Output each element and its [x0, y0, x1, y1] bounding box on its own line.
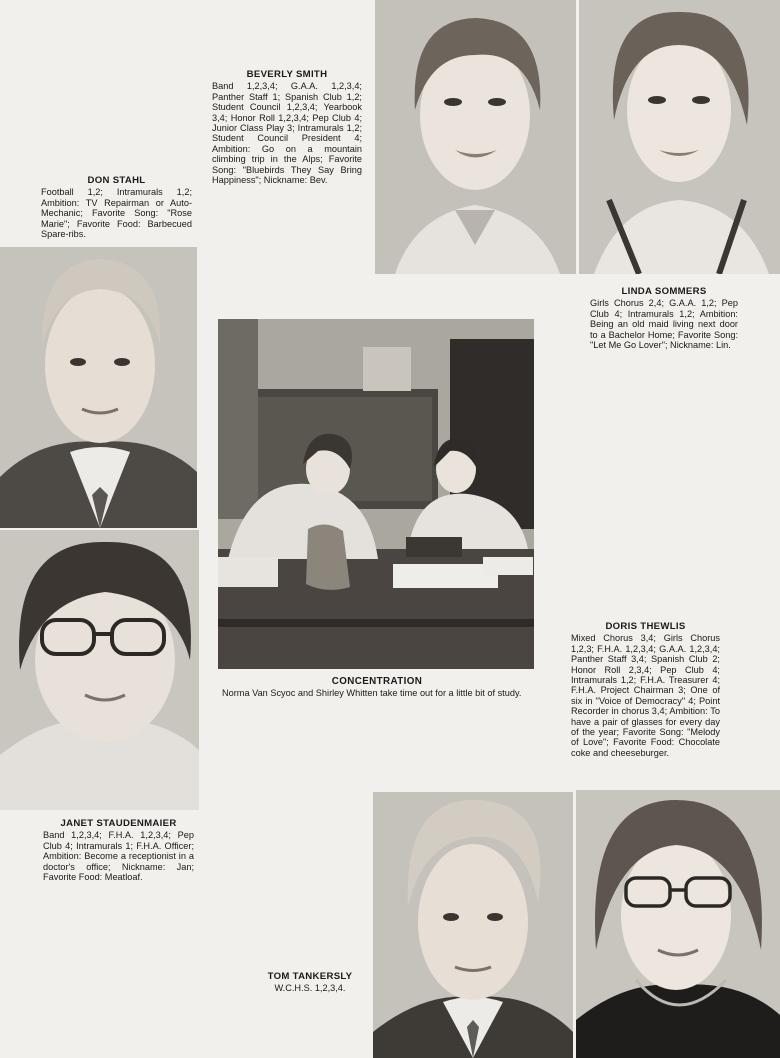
- beverly-smith-details: Band 1,2,3,4; G.A.A. 1,2,3,4; Panther Staff 1; Spanish Club 1,2; Student Council 1,2,3,4; Yearbook 3,4; Honor Roll 1,2,3,4; Pep Club 4; Junior Class Play 3; Intramurals 1,2; Student Council President 4; Ambition: Go on a mountain climbing trip in the Alps; Favorite Song: "Bluebirds They Say Bring Happiness"; Nickname: Bev.: [212, 81, 362, 186]
- beverly-smith-photo: [375, 0, 576, 274]
- linda-sommers-bio: [590, 287, 738, 350]
- janet-staudenmaier-photo: [0, 530, 199, 810]
- caption-title: CONCENTRATION: [331, 676, 423, 687]
- concentration-caption: [222, 677, 532, 698]
- doris-thewlis-name: DORIS THEWLIS: [605, 621, 686, 632]
- doris-thewlis-photo: [576, 790, 780, 1058]
- doris-thewlis-bio: [571, 622, 720, 758]
- don-stahl-bio: [41, 176, 192, 239]
- beverly-smith-bio: [212, 70, 362, 185]
- concentration-photo: [218, 319, 534, 669]
- tom-tankersly-bio: [255, 972, 365, 994]
- don-stahl-details: Football 1,2; Intramurals 1,2; Ambition: TV Repairman or Auto-Mechanic; Favorite Song: "Rose Marie"; Favorite Food: Barbecued Spare-ribs.: [41, 187, 192, 240]
- don-stahl-photo: [0, 247, 197, 528]
- linda-sommers-name: LINDA SOMMERS: [621, 286, 707, 297]
- tom-tankersly-photo: [373, 792, 573, 1058]
- beverly-smith-name: BEVERLY SMITH: [246, 69, 328, 80]
- caption-text: Norma Van Scyoc and Shirley Whitten take time out for a little bit of study.: [222, 687, 522, 698]
- linda-sommers-photo: [579, 0, 780, 274]
- tom-tankersly-name: TOM TANKERSLY: [267, 971, 353, 982]
- tom-tankersly-details: W.C.H.S. 1,2,3,4.: [274, 983, 346, 994]
- doris-thewlis-details: Mixed Chorus 3,4; Girls Chorus 1,2,3; F.H.A. 1,2,3,4; G.A.A. 1,2,3,4; Panther Staff 3,4; Spanish Club 2; Honor Roll 2,3,4; Pep Club 4; Intramurals 1,2; F.H.A. Treasurer 4; F.H.A. Project Chairman 3; One of six in "Voice of Democracy" 4; Point Recorder in chorus 3,4; Ambition: To have a pair of glasses for every day of the year; Favorite Song: "Melody of Love"; Favorite Food: Chocolate coke and cheeseburger.: [571, 633, 720, 758]
- janet-staudenmaier-name: JANET STAUDENMAIER: [60, 818, 177, 829]
- janet-staudenmaier-details: Band 1,2,3,4; F.H.A. 1,2,3,4; Pep Club 4; Intramurals 1; F.H.A. Officer; Ambition: Become a receptionist in a doctor's office; Nickname: Jan; Favorite Food: Meatloaf.: [43, 830, 194, 883]
- linda-sommers-details: Girls Chorus 2,4; G.A.A. 1,2; Pep Club 4; Intramurals 1,2; Ambition: Being an old maid living next door to a Bachelor Home; Favorite Song: "Let Me Go Lover"; Nickname: Lin.: [590, 298, 738, 351]
- janet-staudenmaier-bio: [43, 819, 194, 882]
- don-stahl-name: DON STAHL: [87, 175, 146, 186]
